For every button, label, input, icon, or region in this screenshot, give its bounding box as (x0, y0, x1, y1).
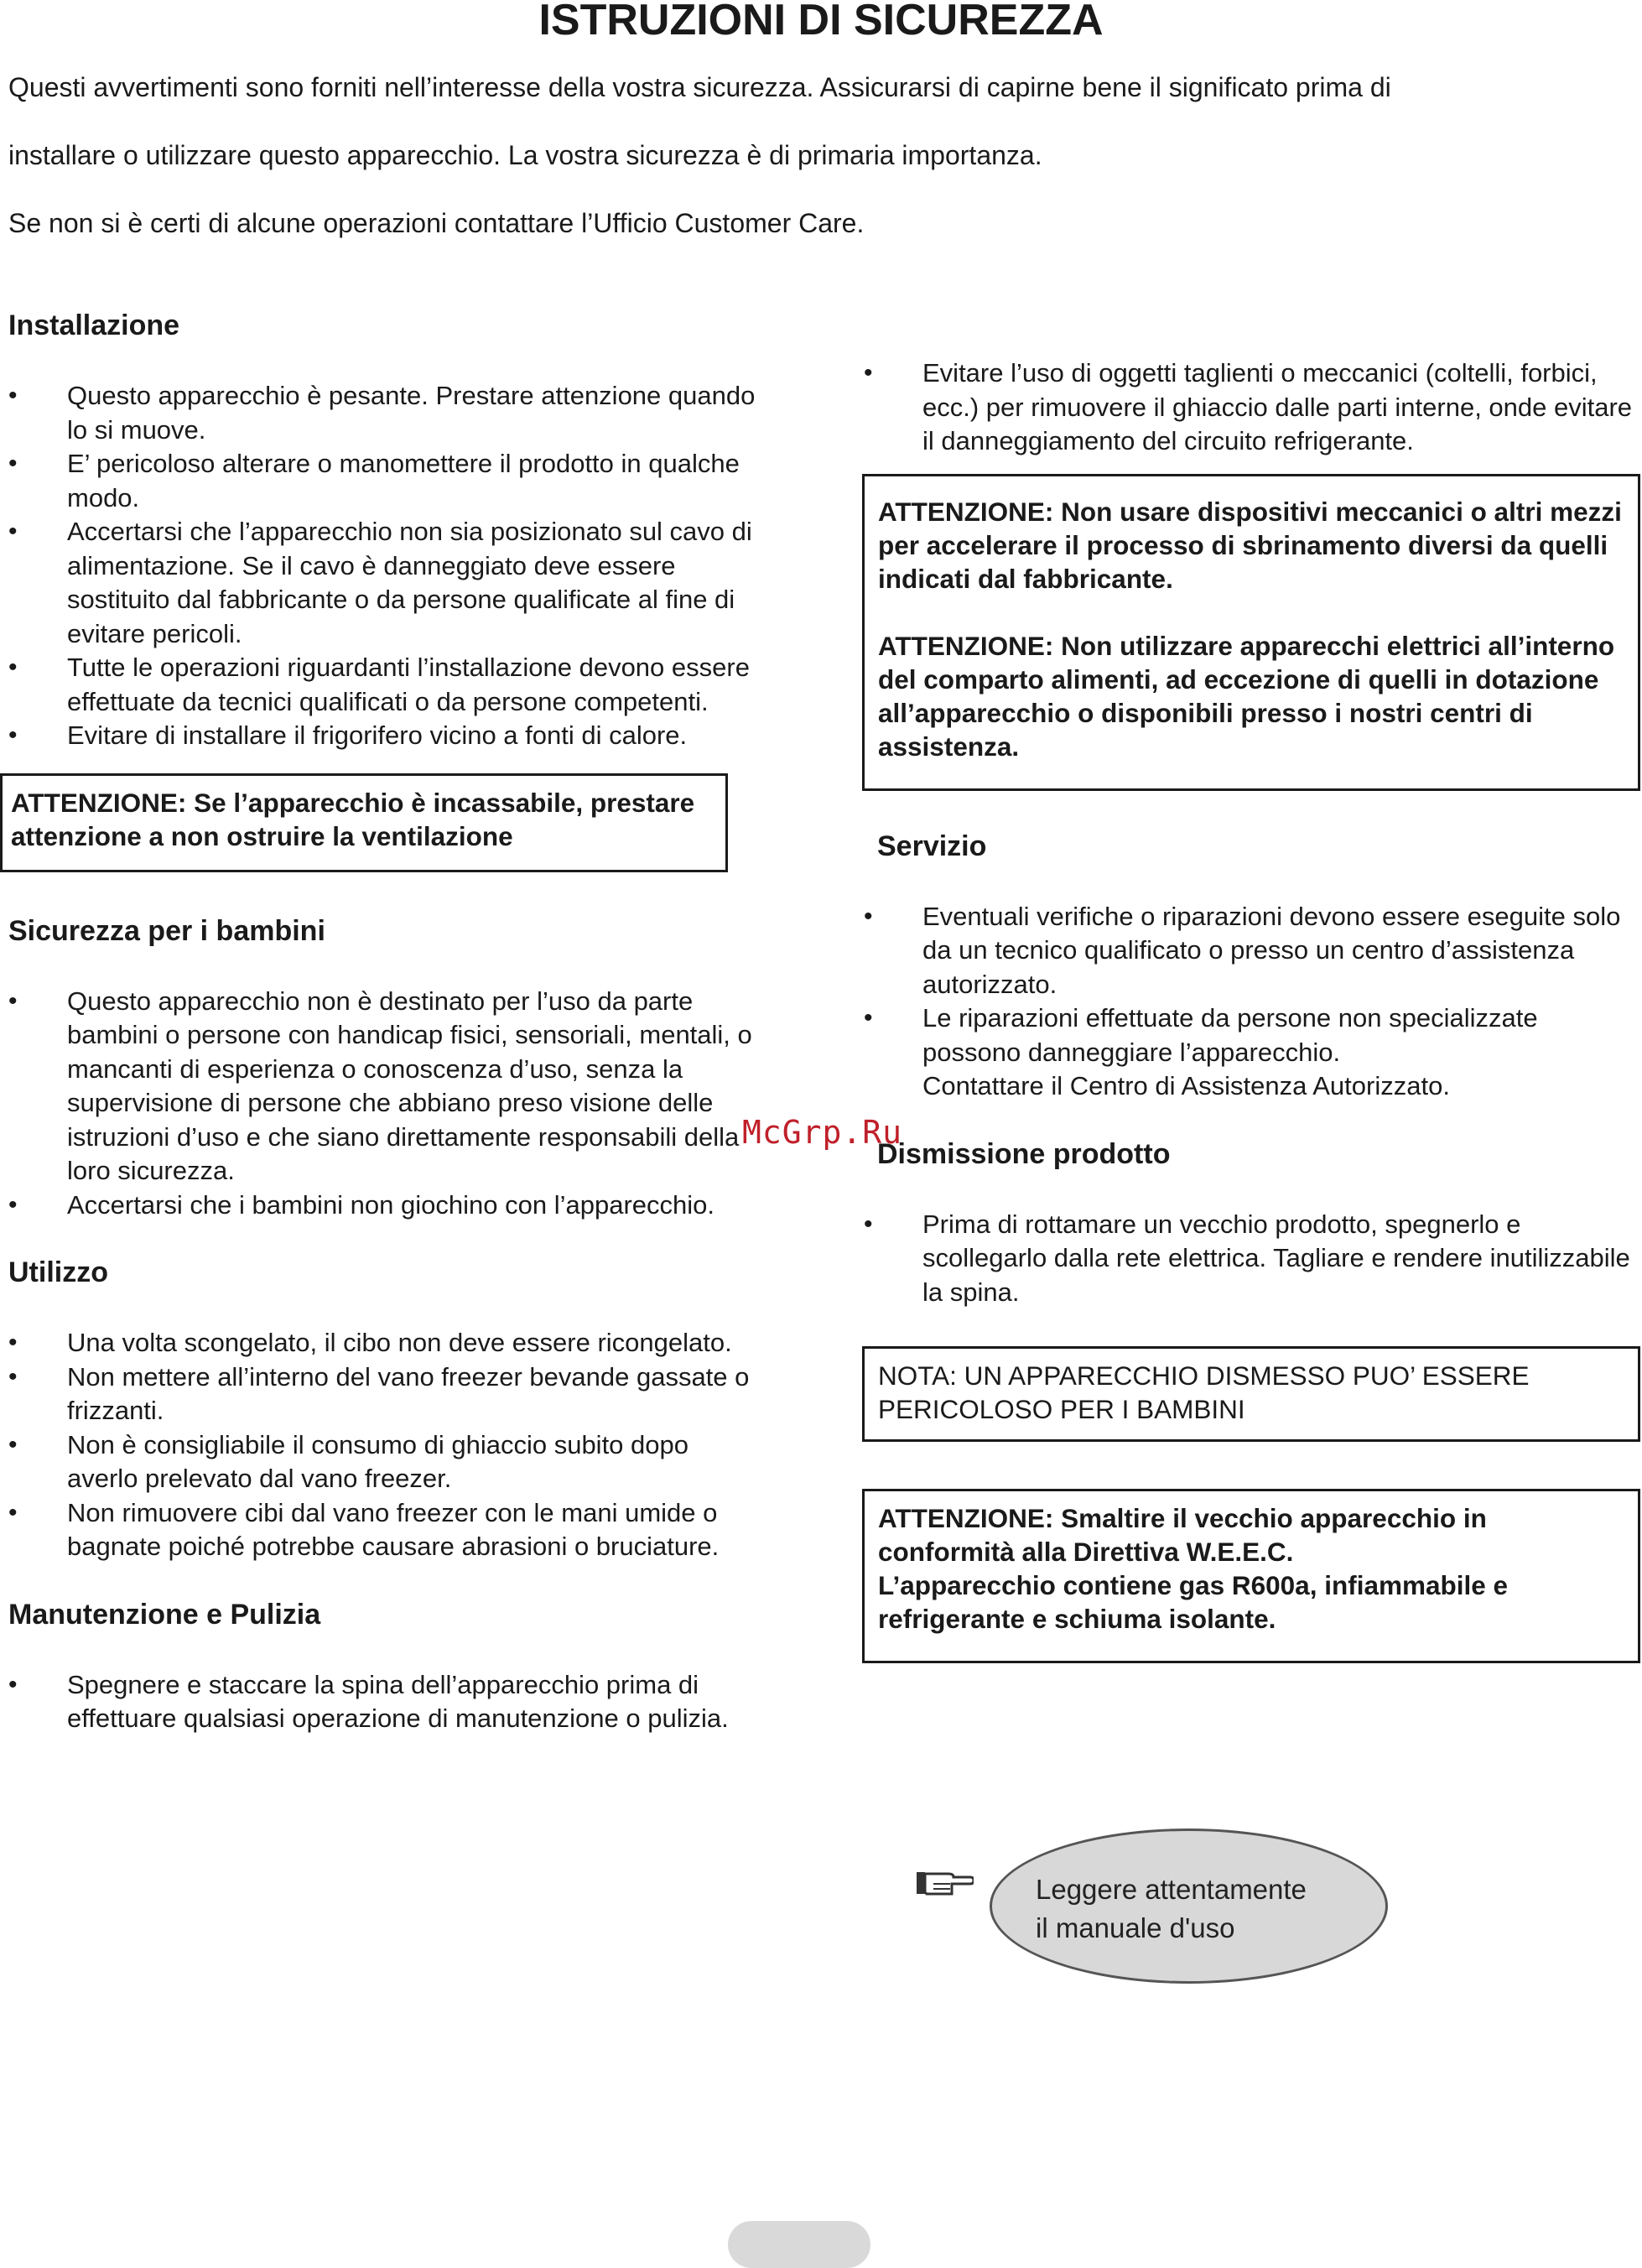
note-box-bambini (862, 1346, 1640, 1442)
warning-text: ATTENZIONE: Se l’apparecchio è incassabile, prestare attenzione a non ostruire la ventilazione (11, 787, 695, 851)
note-text: NOTA: UN APPARECCHIO DISMESSO PUO’ ESSERE PERICOLOSO PER I BAMBINI (878, 1360, 1530, 1424)
list-item: • Evitare l’uso di oggetti taglienti o meccanici (coltelli, forbici, ecc.) per rimuovere il ghiaccio dalle parti interne, onde evitare il danneggiamento del circuito refrigerante. (864, 356, 1635, 459)
list-item: • Eventuali verifiche o riparazioni devono essere eseguite solo da un tecnico qualificato o presso un centro d’assistenza autorizzato. (864, 900, 1635, 1002)
list-item: • Una volta scongelato, il cibo non deve essere ricongelato. (8, 1326, 763, 1360)
list-item: • Prima di rottamare un vecchio prodotto, spegnerlo e scollegarlo dalla rete elettrica. Tagliare e rendere inutilizzabile la spina. (864, 1208, 1635, 1310)
pointing-hand-icon (915, 1865, 974, 1899)
warning-text: ATTENZIONE: Smaltire il vecchio apparecchio in conformità alla Direttiva W.E.E.C. (878, 1503, 1487, 1567)
list-item: • Accertarsi che l’apparecchio non sia posizionato sul cavo di alimentazione. Se il cavo è danneggiato deve essere sostituito dal fabbricante o da persone qualificate al fine di evitare pericoli. (8, 515, 763, 651)
list-item: • Non rimuovere cibi dal vano freezer con le mani umide o bagnate poiché potrebbe causare abrasioni o bruciature. (8, 1496, 763, 1564)
list-item: • Evitare di installare il frigorifero vicino a fonti di calore. (8, 719, 763, 753)
installazione-list (8, 379, 763, 753)
manutenzione-list (8, 1668, 763, 1736)
list-item: • Questo apparecchio non è destinato per l’uso da parte bambini o persone con handicap fisici, sensoriali, mentali, o mancanti di esperienza o conoscenza d’uso, senza la supervisione di persone che abbiano preso visione delle istruzioni d’uso e che siano direttamente responsabili della loro sicurezza. (8, 985, 763, 1189)
warning-box-sbrinamento (862, 474, 1640, 791)
warning-text: L’apparecchio contiene gas R600a, infiammabile e refrigerante e schiuma isolante. (878, 1570, 1509, 1634)
page-number-badge (728, 2221, 870, 2268)
list-item: • Questo apparecchio è pesante. Prestare attenzione quando lo si muove. (8, 379, 763, 447)
note-oval-text: Leggere attentamente il manuale d'uso (1036, 1874, 1307, 1943)
watermark: McGrp.Ru (742, 1114, 903, 1151)
list-item: • Le riparazioni effettuate da persone non specializzate possono danneggiare l’apparecchio. (864, 1001, 1635, 1069)
list-item: • Spegnere e staccare la spina dell’apparecchio prima di effettuare qualsiasi operazione di manutenzione o pulizia. (8, 1668, 763, 1736)
section-heading-servizio: Servizio (877, 830, 987, 862)
bambini-list (8, 985, 763, 1223)
intro-line-2: installare o utilizzare questo apparecchio. La vostra sicurezza è di primaria importanza. (8, 140, 1042, 170)
defrost-list (864, 356, 1635, 459)
warning-box-incassabile (0, 773, 728, 872)
warning-text: ATTENZIONE: Non utilizzare apparecchi elettrici all’interno del comparto alimenti, ad eccezione di quelli in dotazione all’apparecchio o disponibili presso i nostri centri di assistenza. (878, 630, 1615, 762)
read-manual-note (910, 1828, 1413, 1988)
warning-text: ATTENZIONE: Non usare dispositivi meccanici o altri mezzi per accelerare il processo di sbrinamento diversi da quelli indicati dal fabbricante. (878, 496, 1622, 594)
intro-line-1: Questi avvertimenti sono forniti nell’interesse della vostra sicurezza. Assicurarsi di capirne bene il significato prima di (8, 72, 1391, 102)
right-column (864, 356, 1635, 1663)
servizio-list (864, 900, 1635, 1070)
page-title: ISTRUZIONI DI SICUREZZA (538, 0, 1104, 44)
section-heading-dismissione: Dismissione prodotto (877, 1137, 1171, 1170)
section-heading-installazione: Installazione (8, 310, 180, 341)
list-item: • Accertarsi che i bambini non giochino con l’apparecchio. (8, 1189, 763, 1223)
section-heading-manutenzione: Manutenzione e Pulizia (8, 1598, 321, 1631)
servizio-contact-text: Contattare il Centro di Assistenza Autorizzato. (922, 1071, 1450, 1100)
list-item: • E’ pericoloso alterare o manomettere il prodotto in qualche modo. (8, 447, 763, 515)
list-item: • Tutte le operazioni riguardanti l’installazione devono essere effettuate da tecnici qualificati o da persone competenti. (8, 651, 763, 719)
intro-line-3: Se non si è certi di alcune operazioni contattare l’Ufficio Customer Care. (8, 208, 865, 238)
section-heading-utilizzo: Utilizzo (8, 1256, 108, 1288)
utilizzo-list (8, 1326, 763, 1564)
list-item: • Non mettere all’interno del vano freezer bevande gassate o frizzanti. (8, 1360, 763, 1428)
warning-box-weee (862, 1489, 1640, 1663)
section-heading-bambini: Sicurezza per i bambini (8, 914, 325, 947)
left-column (8, 309, 763, 1736)
dismissione-list (864, 1208, 1635, 1310)
list-item: • Non è consigliabile il consumo di ghiaccio subito dopo averlo prelevato dal vano freezer. (8, 1428, 763, 1496)
